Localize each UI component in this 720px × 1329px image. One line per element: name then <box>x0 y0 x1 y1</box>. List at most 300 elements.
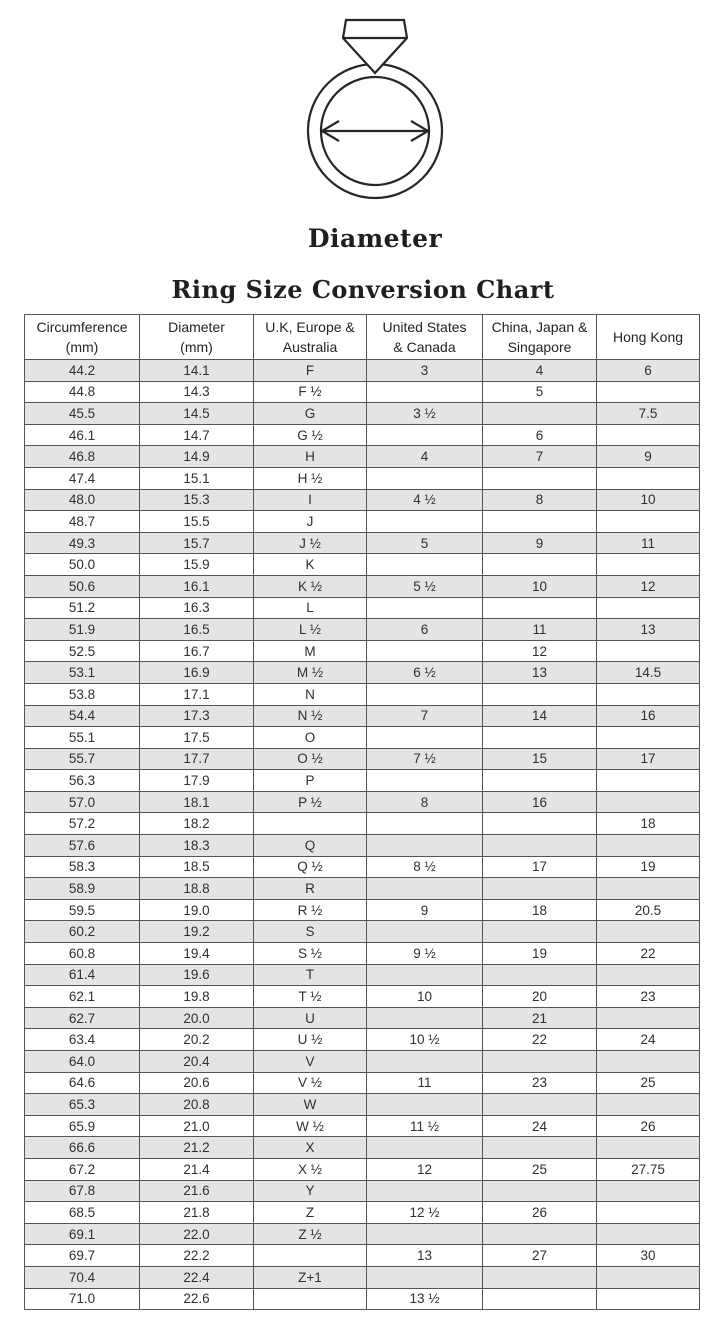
table-cell: M ½ <box>254 662 367 684</box>
table-cell: X ½ <box>254 1158 367 1180</box>
table-cell <box>483 1288 597 1310</box>
table-cell <box>597 1051 700 1073</box>
table-cell <box>597 1094 700 1116</box>
table-cell <box>367 683 483 705</box>
table-cell: W ½ <box>254 1115 367 1137</box>
table-row <box>25 705 700 727</box>
table-cell: Z ½ <box>254 1223 367 1245</box>
table-cell: F ½ <box>254 381 367 403</box>
table-cell: 18 <box>483 899 597 921</box>
table-cell <box>483 597 597 619</box>
table-cell: V <box>254 1051 367 1073</box>
table-cell <box>597 511 700 533</box>
table-row <box>25 1158 700 1180</box>
table-cell: T ½ <box>254 986 367 1008</box>
table-cell: G <box>254 403 367 425</box>
table-cell: 48.7 <box>25 511 140 533</box>
table-cell: 11 <box>483 619 597 641</box>
table-cell: N <box>254 683 367 705</box>
table-cell <box>483 770 597 792</box>
table-row <box>25 835 700 857</box>
table-cell: 53.1 <box>25 662 140 684</box>
table-row <box>25 1288 700 1310</box>
table-cell <box>367 511 483 533</box>
table-cell: 47.4 <box>25 467 140 489</box>
table-cell <box>597 727 700 749</box>
table-cell: 6 <box>483 424 597 446</box>
table-cell: 17.5 <box>140 727 254 749</box>
table-cell <box>483 921 597 943</box>
table-cell <box>367 1223 483 1245</box>
table-cell <box>367 835 483 857</box>
table-cell <box>254 813 367 835</box>
table-row <box>25 381 700 403</box>
table-cell: Y <box>254 1180 367 1202</box>
table-cell: 18.8 <box>140 878 254 900</box>
table-cell: 45.5 <box>25 403 140 425</box>
table-cell: 44.2 <box>25 360 140 382</box>
table-cell: 4 <box>367 446 483 468</box>
table-cell: 21.2 <box>140 1137 254 1159</box>
table-row <box>25 1266 700 1288</box>
table-cell: T <box>254 964 367 986</box>
table-cell: 19.4 <box>140 943 254 965</box>
table-cell <box>367 770 483 792</box>
table-cell: 50.6 <box>25 575 140 597</box>
table-cell <box>367 921 483 943</box>
table-cell <box>367 1180 483 1202</box>
table-cell: 6 <box>367 619 483 641</box>
table-cell: 9 <box>483 532 597 554</box>
table-cell <box>367 1094 483 1116</box>
table-cell: 20.2 <box>140 1029 254 1051</box>
table-cell: Q ½ <box>254 856 367 878</box>
table-row <box>25 899 700 921</box>
table-cell <box>483 964 597 986</box>
table-cell: 22 <box>597 943 700 965</box>
table-cell: 65.9 <box>25 1115 140 1137</box>
table-cell: 15.7 <box>140 532 254 554</box>
table-cell: X <box>254 1137 367 1159</box>
table-cell: 46.8 <box>25 446 140 468</box>
table-cell: 8 ½ <box>367 856 483 878</box>
column-header: U.K, Europe & Australia <box>254 315 367 360</box>
table-cell: 9 ½ <box>367 943 483 965</box>
table-cell <box>367 467 483 489</box>
table-cell: 14.5 <box>597 662 700 684</box>
table-cell <box>367 554 483 576</box>
page-title: Ring Size Conversion Chart <box>171 275 555 304</box>
table-cell: 18.5 <box>140 856 254 878</box>
table-row <box>25 467 700 489</box>
table-cell: 17.9 <box>140 770 254 792</box>
table-cell: 9 <box>597 446 700 468</box>
table-cell: 68.5 <box>25 1202 140 1224</box>
table-cell: 4 ½ <box>367 489 483 511</box>
table-cell: 14.5 <box>140 403 254 425</box>
table-cell <box>597 770 700 792</box>
column-header: United States & Canada <box>367 315 483 360</box>
table-cell: 57.6 <box>25 835 140 857</box>
table-row <box>25 554 700 576</box>
table-body <box>25 360 700 1310</box>
table-cell: 58.3 <box>25 856 140 878</box>
table-row <box>25 770 700 792</box>
table-row <box>25 511 700 533</box>
table-row <box>25 489 700 511</box>
table-cell: 51.9 <box>25 619 140 641</box>
table-cell: 10 ½ <box>367 1029 483 1051</box>
table-cell: 70.4 <box>25 1266 140 1288</box>
table-cell: Z+1 <box>254 1266 367 1288</box>
table-cell: 16.1 <box>140 575 254 597</box>
table-cell: N ½ <box>254 705 367 727</box>
table-cell: 20.5 <box>597 899 700 921</box>
table-cell: 57.2 <box>25 813 140 835</box>
column-header: Hong Kong <box>597 315 700 360</box>
table-cell: 10 <box>483 575 597 597</box>
table-cell <box>367 813 483 835</box>
table-cell: 61.4 <box>25 964 140 986</box>
table-cell: 66.6 <box>25 1137 140 1159</box>
table-cell <box>483 1094 597 1116</box>
table-cell <box>597 683 700 705</box>
table-cell: 16.9 <box>140 662 254 684</box>
table-cell <box>254 1288 367 1310</box>
table-cell: P <box>254 770 367 792</box>
table-cell: 22.2 <box>140 1245 254 1267</box>
table-cell <box>597 791 700 813</box>
table-cell: 6 <box>597 360 700 382</box>
table-cell: J <box>254 511 367 533</box>
table-cell: 14.7 <box>140 424 254 446</box>
table-cell <box>367 878 483 900</box>
table-cell: 59.5 <box>25 899 140 921</box>
table-cell: 27.75 <box>597 1158 700 1180</box>
table-cell: L ½ <box>254 619 367 641</box>
table-cell: 22 <box>483 1029 597 1051</box>
table-cell <box>597 1202 700 1224</box>
table-cell: 14.3 <box>140 381 254 403</box>
table-cell: 58.9 <box>25 878 140 900</box>
table-cell: 13 <box>483 662 597 684</box>
table-cell <box>597 1137 700 1159</box>
table-cell: 19 <box>597 856 700 878</box>
table-cell: 22.6 <box>140 1288 254 1310</box>
diameter-label: Diameter <box>307 224 443 253</box>
table-cell <box>367 1007 483 1029</box>
table-cell: S <box>254 921 367 943</box>
table-row <box>25 856 700 878</box>
table-cell <box>483 1137 597 1159</box>
table-cell: 11 ½ <box>367 1115 483 1137</box>
table-cell: K <box>254 554 367 576</box>
table-row <box>25 640 700 662</box>
table-cell: 16.5 <box>140 619 254 641</box>
table-cell: K ½ <box>254 575 367 597</box>
table-cell <box>597 835 700 857</box>
table-cell <box>367 424 483 446</box>
table-cell: 51.2 <box>25 597 140 619</box>
table-cell: M <box>254 640 367 662</box>
table-row <box>25 597 700 619</box>
table-row <box>25 1245 700 1267</box>
table-cell: 7.5 <box>597 403 700 425</box>
table-cell: 49.3 <box>25 532 140 554</box>
table-cell <box>597 554 700 576</box>
table-cell <box>367 964 483 986</box>
table-row <box>25 943 700 965</box>
table-cell: 13 <box>597 619 700 641</box>
table-row <box>25 360 700 382</box>
table-cell: 53.8 <box>25 683 140 705</box>
table-cell: 54.4 <box>25 705 140 727</box>
table-cell: 19.6 <box>140 964 254 986</box>
table-cell: 60.8 <box>25 943 140 965</box>
table-row <box>25 446 700 468</box>
table-cell: I <box>254 489 367 511</box>
table-cell: 19.0 <box>140 899 254 921</box>
table-cell <box>483 878 597 900</box>
table-cell: O ½ <box>254 748 367 770</box>
table-cell: 20.0 <box>140 1007 254 1029</box>
table-cell: 17.7 <box>140 748 254 770</box>
table-cell: 69.1 <box>25 1223 140 1245</box>
table-row <box>25 403 700 425</box>
table-row <box>25 813 700 835</box>
table-cell: 16.3 <box>140 597 254 619</box>
table-cell: 67.8 <box>25 1180 140 1202</box>
table-cell: 8 <box>367 791 483 813</box>
table-cell: 5 ½ <box>367 575 483 597</box>
table-cell: 19 <box>483 943 597 965</box>
table-cell: 3 ½ <box>367 403 483 425</box>
table-row <box>25 986 700 1008</box>
table-row <box>25 1115 700 1137</box>
table-cell: 71.0 <box>25 1288 140 1310</box>
table-cell: 6 ½ <box>367 662 483 684</box>
table-row <box>25 1094 700 1116</box>
table-cell <box>597 467 700 489</box>
table-cell: 22.0 <box>140 1223 254 1245</box>
table-cell: 62.1 <box>25 986 140 1008</box>
table-cell: 10 <box>367 986 483 1008</box>
table-cell <box>367 640 483 662</box>
table-cell: J ½ <box>254 532 367 554</box>
table-cell: 17.3 <box>140 705 254 727</box>
table-cell <box>367 381 483 403</box>
table-cell: 5 <box>367 532 483 554</box>
table-cell: 5 <box>483 381 597 403</box>
table-cell: 18.1 <box>140 791 254 813</box>
table-row <box>25 1007 700 1029</box>
table-cell: 21 <box>483 1007 597 1029</box>
table-cell <box>483 511 597 533</box>
table-cell <box>483 813 597 835</box>
table-cell: 23 <box>483 1072 597 1094</box>
table-cell: 17 <box>483 856 597 878</box>
table-cell: 55.7 <box>25 748 140 770</box>
table-cell <box>483 1266 597 1288</box>
table-cell: 18.3 <box>140 835 254 857</box>
table-cell <box>367 1137 483 1159</box>
table-cell <box>597 1223 700 1245</box>
table-row <box>25 683 700 705</box>
table-cell: 64.0 <box>25 1051 140 1073</box>
table-row <box>25 1180 700 1202</box>
table-cell: 4 <box>483 360 597 382</box>
table-cell: 12 ½ <box>367 1202 483 1224</box>
table-cell: 16 <box>597 705 700 727</box>
table-cell: 20.8 <box>140 1094 254 1116</box>
table-cell: 20.6 <box>140 1072 254 1094</box>
table-cell: 3 <box>367 360 483 382</box>
table-cell: 12 <box>367 1158 483 1180</box>
table-row <box>25 791 700 813</box>
table-cell: 20.4 <box>140 1051 254 1073</box>
table-cell: 55.1 <box>25 727 140 749</box>
table-cell: U <box>254 1007 367 1029</box>
table-cell: 67.2 <box>25 1158 140 1180</box>
table-cell: 19.2 <box>140 921 254 943</box>
table-cell: 30 <box>597 1245 700 1267</box>
table-cell: 7 ½ <box>367 748 483 770</box>
table-row <box>25 532 700 554</box>
table-cell <box>483 554 597 576</box>
table-cell: 24 <box>597 1029 700 1051</box>
table-cell: F <box>254 360 367 382</box>
table-cell: 14 <box>483 705 597 727</box>
table-row <box>25 575 700 597</box>
table-cell: 15 <box>483 748 597 770</box>
table-cell: 21.6 <box>140 1180 254 1202</box>
table-cell: 10 <box>597 489 700 511</box>
table-cell: H ½ <box>254 467 367 489</box>
table-cell: 18 <box>597 813 700 835</box>
table-cell <box>597 921 700 943</box>
table-row <box>25 1223 700 1245</box>
table-cell: R ½ <box>254 899 367 921</box>
table-cell: 11 <box>367 1072 483 1094</box>
diamond-icon <box>343 20 407 73</box>
table-row <box>25 964 700 986</box>
table-cell <box>367 727 483 749</box>
table-cell: 26 <box>597 1115 700 1137</box>
table-row <box>25 748 700 770</box>
ring-size-conversion-table <box>24 314 700 1310</box>
table-cell <box>597 1288 700 1310</box>
table-row <box>25 1202 700 1224</box>
table-cell: 60.2 <box>25 921 140 943</box>
table-cell <box>483 835 597 857</box>
table-cell: V ½ <box>254 1072 367 1094</box>
table-cell: 62.7 <box>25 1007 140 1029</box>
table-cell <box>597 424 700 446</box>
table-cell: Q <box>254 835 367 857</box>
table-cell: G ½ <box>254 424 367 446</box>
table-row <box>25 1137 700 1159</box>
table-cell: 22.4 <box>140 1266 254 1288</box>
table-cell: Z <box>254 1202 367 1224</box>
ring-diameter-illustration <box>0 0 720 212</box>
table-header <box>25 315 700 360</box>
table-cell: O <box>254 727 367 749</box>
table-cell: L <box>254 597 367 619</box>
table-cell: U ½ <box>254 1029 367 1051</box>
table-cell: 17.1 <box>140 683 254 705</box>
table-cell <box>483 467 597 489</box>
table-cell: 27 <box>483 1245 597 1267</box>
table-cell <box>483 403 597 425</box>
column-header: Circumference (mm) <box>25 315 140 360</box>
table-cell: 14.9 <box>140 446 254 468</box>
table-cell: H <box>254 446 367 468</box>
table-cell: 25 <box>597 1072 700 1094</box>
table-row <box>25 662 700 684</box>
table-cell <box>597 1266 700 1288</box>
table-cell <box>367 1051 483 1073</box>
table-cell: 48.0 <box>25 489 140 511</box>
table-cell: 24 <box>483 1115 597 1137</box>
table-cell: S ½ <box>254 943 367 965</box>
table-cell: 46.1 <box>25 424 140 446</box>
table-cell: 20 <box>483 986 597 1008</box>
table-cell: 7 <box>367 705 483 727</box>
table-cell: 17 <box>597 748 700 770</box>
table-cell: 21.8 <box>140 1202 254 1224</box>
table-cell <box>597 640 700 662</box>
table-cell <box>597 597 700 619</box>
table-cell: 15.5 <box>140 511 254 533</box>
column-header: Diameter (mm) <box>140 315 254 360</box>
table-cell: 7 <box>483 446 597 468</box>
table-cell: 16.7 <box>140 640 254 662</box>
table-cell <box>367 597 483 619</box>
table-cell: 16 <box>483 791 597 813</box>
table-cell: 19.8 <box>140 986 254 1008</box>
table-cell: 8 <box>483 489 597 511</box>
table-row <box>25 424 700 446</box>
table-row <box>25 1072 700 1094</box>
table-cell: 63.4 <box>25 1029 140 1051</box>
table-cell: 64.6 <box>25 1072 140 1094</box>
table-cell: 15.9 <box>140 554 254 576</box>
table-cell <box>597 381 700 403</box>
table-cell <box>483 1223 597 1245</box>
table-cell: 26 <box>483 1202 597 1224</box>
table-cell: 69.7 <box>25 1245 140 1267</box>
table-cell <box>483 1180 597 1202</box>
table-cell <box>597 964 700 986</box>
table-cell: 52.5 <box>25 640 140 662</box>
table-cell <box>483 727 597 749</box>
table-row <box>25 878 700 900</box>
table-cell <box>483 1051 597 1073</box>
table-cell <box>597 1180 700 1202</box>
table-cell: 12 <box>483 640 597 662</box>
table-cell: 65.3 <box>25 1094 140 1116</box>
table-cell: 12 <box>597 575 700 597</box>
table-cell: 14.1 <box>140 360 254 382</box>
header-row <box>25 315 700 360</box>
table-row <box>25 1029 700 1051</box>
table-row <box>25 1051 700 1073</box>
table-cell: R <box>254 878 367 900</box>
table-cell: 57.0 <box>25 791 140 813</box>
table-cell <box>367 1266 483 1288</box>
table-cell <box>597 878 700 900</box>
table-cell <box>483 683 597 705</box>
